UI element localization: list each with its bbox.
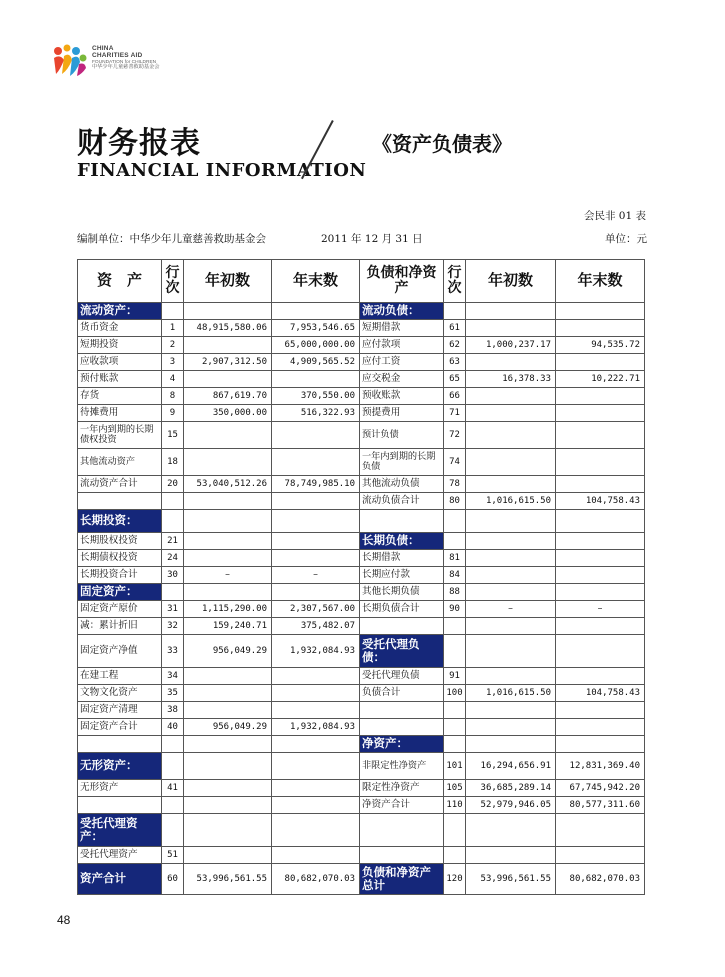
- asset-end-value: [272, 685, 360, 702]
- asset-end-value: 4,909,565.52: [272, 354, 360, 371]
- liability-begin-value: [466, 303, 556, 320]
- asset-end-value: 78,749,985.10: [272, 476, 360, 493]
- report-date: 2011 年 12 月 31 日: [321, 233, 423, 245]
- liability-line-no: 88: [444, 584, 466, 601]
- liability-label: 其他流动负债: [360, 476, 444, 493]
- asset-label: 固定资产合计: [78, 719, 162, 736]
- asset-label: 受托代理资产：: [78, 814, 162, 847]
- liability-line-no: 91: [444, 668, 466, 685]
- asset-begin-value: [184, 493, 272, 510]
- liability-end-value: [556, 635, 645, 668]
- liability-line-no: 72: [444, 422, 466, 449]
- asset-label: 短期投资: [78, 337, 162, 354]
- report-meta-line: [77, 231, 647, 246]
- asset-line-no: [162, 753, 184, 780]
- liability-end-value: 80,682,070.03: [556, 864, 645, 895]
- liability-label: 净资产合计: [360, 797, 444, 814]
- asset-line-no: 2: [162, 337, 184, 354]
- asset-line-no: 41: [162, 780, 184, 797]
- asset-begin-value: [184, 753, 272, 780]
- liability-label: 应付工资: [360, 354, 444, 371]
- liability-line-no: 100: [444, 685, 466, 702]
- asset-begin-value: [184, 422, 272, 449]
- liability-line-no: 66: [444, 388, 466, 405]
- table-row: [78, 601, 645, 618]
- header-begin-right: 年初数: [466, 260, 556, 303]
- table-row: [78, 510, 645, 533]
- asset-end-value: [272, 780, 360, 797]
- liability-label: [360, 814, 444, 847]
- liability-line-no: [444, 618, 466, 635]
- asset-label: 长期投资合计: [78, 567, 162, 584]
- liability-line-no: 78: [444, 476, 466, 493]
- liability-line-no: 74: [444, 449, 466, 476]
- liability-line-no: [444, 847, 466, 864]
- asset-end-value: [272, 753, 360, 780]
- liability-end-value: [556, 303, 645, 320]
- liability-label: 负债合计: [360, 685, 444, 702]
- asset-line-no: [162, 493, 184, 510]
- asset-end-value: 1,932,084.93: [272, 635, 360, 668]
- table-row: [78, 864, 645, 895]
- liability-label: 一年内到期的长期负债: [360, 449, 444, 476]
- asset-begin-value: [184, 449, 272, 476]
- preparing-unit: 编制单位：中华少年儿童慈善救助基金会: [77, 233, 266, 245]
- asset-begin-value: [184, 797, 272, 814]
- asset-end-value: [272, 797, 360, 814]
- asset-end-value: 2,307,567.00: [272, 601, 360, 618]
- logo-en-line2: CHARITIES AID: [92, 51, 143, 59]
- liability-begin-value: 16,294,656.91: [466, 753, 556, 780]
- liability-label: 非限定性净资产: [360, 753, 444, 780]
- liability-label: 长期借款: [360, 550, 444, 567]
- asset-end-value: 1,932,084.93: [272, 719, 360, 736]
- form-code: 会民非 01 表: [583, 210, 646, 222]
- asset-end-value: [272, 814, 360, 847]
- liability-line-no: 61: [444, 320, 466, 337]
- asset-end-value: [272, 422, 360, 449]
- asset-line-no: 3: [162, 354, 184, 371]
- asset-begin-value: [184, 814, 272, 847]
- asset-label: 文物文化资产: [78, 685, 162, 702]
- table-row: [78, 533, 645, 550]
- asset-begin-value: 2,907,312.50: [184, 354, 272, 371]
- asset-begin-value: 956,049.29: [184, 635, 272, 668]
- asset-begin-value: [184, 702, 272, 719]
- table-row: [78, 702, 645, 719]
- table-row: [78, 719, 645, 736]
- asset-label: 长期股权投资: [78, 533, 162, 550]
- asset-label: [78, 493, 162, 510]
- asset-label: 其他流动资产: [78, 449, 162, 476]
- liability-end-value: [556, 814, 645, 847]
- header-liabilities: 负债和净资产: [360, 260, 444, 303]
- currency-unit: 单位：元: [605, 233, 647, 245]
- liability-label: 短期借款: [360, 320, 444, 337]
- page-title-cn: 财务报表: [77, 126, 201, 161]
- liability-begin-value: [466, 405, 556, 422]
- logo-text: [92, 46, 159, 70]
- liability-line-no: 110: [444, 797, 466, 814]
- liability-begin-value: [466, 510, 556, 533]
- asset-label: 固定资产清理: [78, 702, 162, 719]
- asset-line-no: 8: [162, 388, 184, 405]
- liability-begin-value: [466, 847, 556, 864]
- liability-begin-value: –: [466, 601, 556, 618]
- table-row: [78, 797, 645, 814]
- liability-begin-value: 1,016,615.50: [466, 685, 556, 702]
- asset-line-no: 60: [162, 864, 184, 895]
- asset-label: 资产合计: [78, 864, 162, 895]
- asset-end-value: [272, 449, 360, 476]
- table-row: [78, 449, 645, 476]
- liability-label: 预计负债: [360, 422, 444, 449]
- liability-line-no: 81: [444, 550, 466, 567]
- asset-line-no: 40: [162, 719, 184, 736]
- liability-begin-value: 1,000,237.17: [466, 337, 556, 354]
- liability-end-value: [556, 320, 645, 337]
- asset-end-value: [272, 702, 360, 719]
- asset-line-no: 33: [162, 635, 184, 668]
- liability-begin-value: [466, 814, 556, 847]
- liability-end-value: [556, 719, 645, 736]
- asset-label: 存货: [78, 388, 162, 405]
- liability-end-value: [556, 584, 645, 601]
- liability-line-no: [444, 303, 466, 320]
- liability-line-no: 120: [444, 864, 466, 895]
- logo-en-line3: FOUNDATION for CHILDREN: [92, 59, 157, 65]
- liability-label: 应付款项: [360, 337, 444, 354]
- logo-en-line1: CHINA: [92, 45, 114, 52]
- asset-label: 一年内到期的长期债权投资: [78, 422, 162, 449]
- table-row: [78, 493, 645, 510]
- liability-end-value: [556, 388, 645, 405]
- asset-end-value: 65,000,000.00: [272, 337, 360, 354]
- table-row: [78, 371, 645, 388]
- liability-end-value: 80,577,311.60: [556, 797, 645, 814]
- page-number: 48: [57, 913, 71, 927]
- asset-label: 预付账款: [78, 371, 162, 388]
- asset-end-value: [272, 550, 360, 567]
- liability-line-no: [444, 719, 466, 736]
- asset-label: 固定资产原价: [78, 601, 162, 618]
- asset-end-value: [272, 303, 360, 320]
- liability-end-value: 94,535.72: [556, 337, 645, 354]
- asset-begin-value: [184, 510, 272, 533]
- liability-label: 受托代理负债: [360, 668, 444, 685]
- table-row: [78, 337, 645, 354]
- header-line-no-right: 行次: [444, 260, 466, 303]
- table-row: [78, 635, 645, 668]
- asset-begin-value: [184, 847, 272, 864]
- asset-begin-value: [184, 550, 272, 567]
- asset-line-no: [162, 303, 184, 320]
- liability-end-value: 104,758.43: [556, 685, 645, 702]
- asset-begin-value: 48,915,580.06: [184, 320, 272, 337]
- asset-line-no: 9: [162, 405, 184, 422]
- table-row: [78, 847, 645, 864]
- asset-end-value: [272, 533, 360, 550]
- asset-begin-value: [184, 371, 272, 388]
- liability-label: [360, 510, 444, 533]
- liability-end-value: [556, 668, 645, 685]
- liability-line-no: 65: [444, 371, 466, 388]
- table-row: [78, 550, 645, 567]
- table-row: [78, 354, 645, 371]
- asset-line-no: 4: [162, 371, 184, 388]
- balance-sheet-table: [77, 259, 645, 895]
- table-row: [78, 753, 645, 780]
- asset-label: 应收款项: [78, 354, 162, 371]
- table-body: [78, 303, 645, 895]
- asset-begin-value: [184, 533, 272, 550]
- asset-end-value: 370,550.00: [272, 388, 360, 405]
- asset-begin-value: 53,040,512.26: [184, 476, 272, 493]
- liability-end-value: [556, 736, 645, 753]
- asset-label: 流动资产：: [78, 303, 162, 320]
- liability-end-value: [556, 449, 645, 476]
- liability-end-value: 104,758.43: [556, 493, 645, 510]
- liability-begin-value: [466, 422, 556, 449]
- asset-label: 流动资产合计: [78, 476, 162, 493]
- liability-line-no: 80: [444, 493, 466, 510]
- asset-begin-value: –: [184, 567, 272, 584]
- liability-begin-value: [466, 567, 556, 584]
- liability-begin-value: 36,685,289.14: [466, 780, 556, 797]
- liability-begin-value: [466, 476, 556, 493]
- table-row: [78, 303, 645, 320]
- asset-begin-value: 350,000.00: [184, 405, 272, 422]
- page-title-en: FINANCIAL INFORMATION: [77, 160, 367, 181]
- liability-line-no: 90: [444, 601, 466, 618]
- logo-figures-icon: [52, 44, 88, 78]
- asset-line-no: [162, 814, 184, 847]
- liability-label: [360, 702, 444, 719]
- asset-end-value: [272, 668, 360, 685]
- liability-label: [360, 847, 444, 864]
- asset-label: [78, 736, 162, 753]
- liability-begin-value: [466, 668, 556, 685]
- liability-begin-value: [466, 584, 556, 601]
- liability-end-value: [556, 476, 645, 493]
- liability-label: 长期负债：: [360, 533, 444, 550]
- asset-end-value: [272, 736, 360, 753]
- table-row: [78, 685, 645, 702]
- asset-line-no: 51: [162, 847, 184, 864]
- table-row: [78, 476, 645, 493]
- liability-label: [360, 618, 444, 635]
- asset-line-no: [162, 584, 184, 601]
- liability-line-no: [444, 814, 466, 847]
- liability-end-value: [556, 354, 645, 371]
- liability-line-no: 71: [444, 405, 466, 422]
- liability-end-value: [556, 567, 645, 584]
- liability-line-no: 101: [444, 753, 466, 780]
- asset-line-no: 31: [162, 601, 184, 618]
- asset-label: [78, 797, 162, 814]
- liability-label: 应交税金: [360, 371, 444, 388]
- asset-label: 无形资产：: [78, 753, 162, 780]
- header-begin: 年初数: [184, 260, 272, 303]
- asset-end-value: [272, 847, 360, 864]
- liability-label: 限定性净资产: [360, 780, 444, 797]
- logo-cn-line: 中华少年儿童慈善救助基金会: [92, 63, 160, 70]
- liability-begin-value: [466, 354, 556, 371]
- asset-end-value: 516,322.93: [272, 405, 360, 422]
- asset-begin-value: 159,240.71: [184, 618, 272, 635]
- asset-begin-value: [184, 780, 272, 797]
- asset-label: 无形资产: [78, 780, 162, 797]
- asset-begin-value: 53,996,561.55: [184, 864, 272, 895]
- asset-line-no: 1: [162, 320, 184, 337]
- asset-begin-value: 867,619.70: [184, 388, 272, 405]
- liability-begin-value: 52,979,946.05: [466, 797, 556, 814]
- asset-label: 长期债权投资: [78, 550, 162, 567]
- asset-end-value: –: [272, 567, 360, 584]
- table-row: [78, 422, 645, 449]
- asset-line-no: 34: [162, 668, 184, 685]
- liability-line-no: 63: [444, 354, 466, 371]
- asset-end-value: [272, 371, 360, 388]
- liability-line-no: [444, 702, 466, 719]
- table-row: [78, 668, 645, 685]
- asset-label: 在建工程: [78, 668, 162, 685]
- asset-label: 待摊费用: [78, 405, 162, 422]
- asset-begin-value: [184, 337, 272, 354]
- asset-begin-value: 1,115,290.00: [184, 601, 272, 618]
- liability-end-value: [556, 618, 645, 635]
- liability-end-value: [556, 702, 645, 719]
- liability-begin-value: 53,996,561.55: [466, 864, 556, 895]
- asset-end-value: [272, 510, 360, 533]
- liability-label: 其他长期负债: [360, 584, 444, 601]
- asset-line-no: [162, 736, 184, 753]
- asset-line-no: 30: [162, 567, 184, 584]
- asset-line-no: 21: [162, 533, 184, 550]
- liability-line-no: 84: [444, 567, 466, 584]
- liability-label: 受托代理负债：: [360, 635, 444, 668]
- header-end-right: 年末数: [556, 260, 645, 303]
- header-assets: 资 产: [78, 260, 162, 303]
- table-row: [78, 814, 645, 847]
- asset-line-no: 32: [162, 618, 184, 635]
- table-row: [78, 405, 645, 422]
- asset-end-value: [272, 584, 360, 601]
- liability-label: 流动负债：: [360, 303, 444, 320]
- header-end: 年末数: [272, 260, 360, 303]
- header-line-no: 行次: [162, 260, 184, 303]
- liability-end-value: –: [556, 601, 645, 618]
- liability-line-no: [444, 510, 466, 533]
- asset-label: 减：累计折旧: [78, 618, 162, 635]
- liability-label: 流动负债合计: [360, 493, 444, 510]
- liability-begin-value: [466, 550, 556, 567]
- liability-end-value: 67,745,942.20: [556, 780, 645, 797]
- report-subtitle: 《资产负债表》: [372, 132, 512, 156]
- liability-label: 长期负债合计: [360, 601, 444, 618]
- asset-line-no: 38: [162, 702, 184, 719]
- liability-label: 负债和净资产总计: [360, 864, 444, 895]
- table-row: [78, 780, 645, 797]
- liability-begin-value: [466, 388, 556, 405]
- asset-end-value: 80,682,070.03: [272, 864, 360, 895]
- asset-label: 长期投资：: [78, 510, 162, 533]
- asset-begin-value: [184, 303, 272, 320]
- asset-line-no: [162, 797, 184, 814]
- liability-end-value: [556, 847, 645, 864]
- liability-line-no: [444, 635, 466, 668]
- asset-begin-value: 956,049.29: [184, 719, 272, 736]
- table-row: [78, 584, 645, 601]
- liability-begin-value: 16,378.33: [466, 371, 556, 388]
- table-row: [78, 567, 645, 584]
- liability-begin-value: [466, 702, 556, 719]
- liability-end-value: 12,831,369.40: [556, 753, 645, 780]
- asset-line-no: 35: [162, 685, 184, 702]
- asset-label: 货币资金: [78, 320, 162, 337]
- liability-begin-value: [466, 320, 556, 337]
- liability-label: 预收账款: [360, 388, 444, 405]
- asset-begin-value: [184, 668, 272, 685]
- asset-label: 受托代理资产: [78, 847, 162, 864]
- table-row: [78, 736, 645, 753]
- asset-end-value: [272, 493, 360, 510]
- asset-end-value: 7,953,546.65: [272, 320, 360, 337]
- asset-label: 固定资产净值: [78, 635, 162, 668]
- liability-begin-value: [466, 719, 556, 736]
- liability-label: 净资产：: [360, 736, 444, 753]
- asset-begin-value: [184, 584, 272, 601]
- liability-line-no: [444, 736, 466, 753]
- liability-end-value: [556, 405, 645, 422]
- foundation-logo: [52, 44, 192, 84]
- table-row: [78, 618, 645, 635]
- asset-line-no: 20: [162, 476, 184, 493]
- liability-begin-value: [466, 533, 556, 550]
- liability-label: 长期应付款: [360, 567, 444, 584]
- asset-line-no: 18: [162, 449, 184, 476]
- asset-begin-value: [184, 736, 272, 753]
- liability-end-value: [556, 550, 645, 567]
- liability-end-value: [556, 510, 645, 533]
- asset-begin-value: [184, 685, 272, 702]
- liability-label: 预提费用: [360, 405, 444, 422]
- table-header-row: [78, 260, 645, 303]
- table-row: [78, 320, 645, 337]
- liability-end-value: 10,222.71: [556, 371, 645, 388]
- asset-end-value: 375,482.07: [272, 618, 360, 635]
- liability-begin-value: [466, 736, 556, 753]
- asset-line-no: [162, 510, 184, 533]
- liability-begin-value: [466, 449, 556, 476]
- liability-end-value: [556, 422, 645, 449]
- liability-line-no: 105: [444, 780, 466, 797]
- liability-end-value: [556, 533, 645, 550]
- liability-begin-value: [466, 618, 556, 635]
- asset-line-no: 15: [162, 422, 184, 449]
- liability-line-no: [444, 533, 466, 550]
- liability-begin-value: 1,016,615.50: [466, 493, 556, 510]
- asset-label: 固定资产：: [78, 584, 162, 601]
- asset-line-no: 24: [162, 550, 184, 567]
- liability-line-no: 62: [444, 337, 466, 354]
- table-row: [78, 388, 645, 405]
- liability-begin-value: [466, 635, 556, 668]
- liability-label: [360, 719, 444, 736]
